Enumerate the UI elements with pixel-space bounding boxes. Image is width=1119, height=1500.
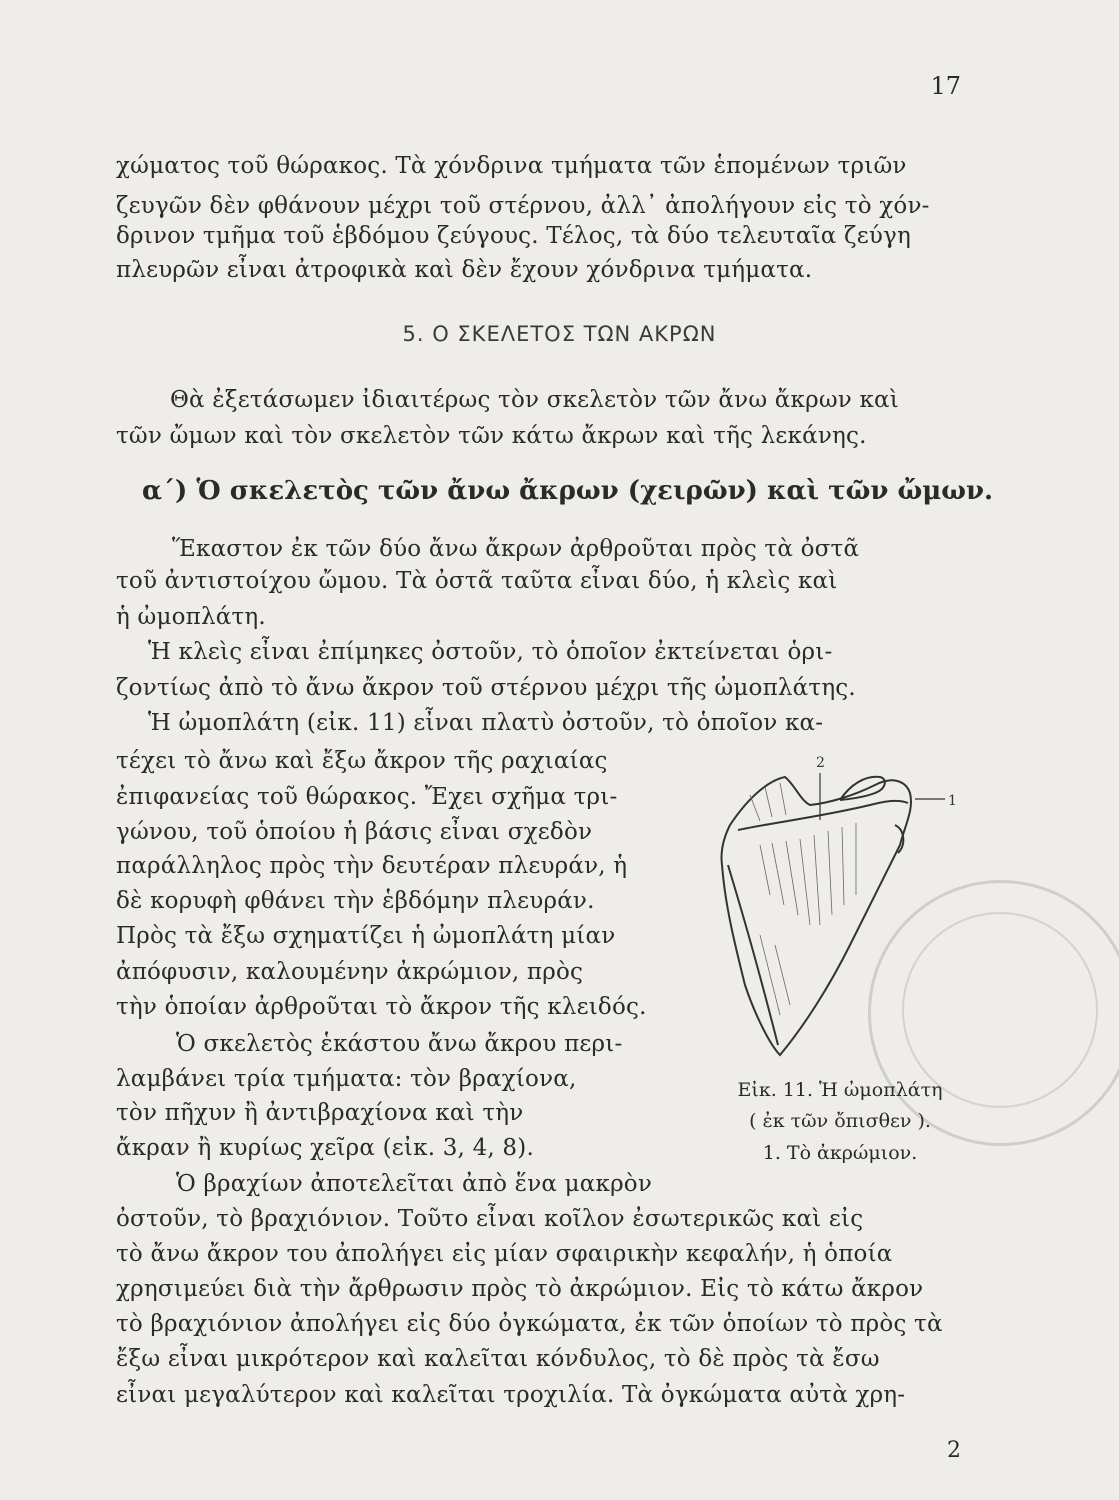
text-line: γώνου, τοῦ ὁποίου ἡ βάσις εἶναι σχεδὸν: [116, 819, 593, 845]
text-line: τοῦ ἀντιστοίχου ὤμου. Τὰ ὀστᾶ ταῦτα εἶναι δύο, ἡ κλεὶς καὶ: [116, 568, 838, 594]
text-line: δὲ κορυφὴ φθάνει τὴν ἑβδόμην πλευράν.: [116, 888, 595, 914]
figure-label-2: 2: [816, 755, 825, 771]
text-line: ἐπιφανείας τοῦ θώρακος. Ἔχει σχῆμα τρι-: [116, 784, 618, 810]
text-line: ζευγῶν δὲν φθάνουν μέχρι τοῦ στέρνου, ἀλλ᾽ ἀπολήγουν εἰς τὸ χόν-: [116, 193, 930, 219]
text-line: Ἕκαστον ἐκ τῶν δύο ἄνω ἄκρων ἀρθροῦται πρὸς τὰ ὀστᾶ: [172, 536, 860, 562]
page-number: 17: [930, 72, 961, 100]
section-title: 5. Ο ΣΚΕΛΕΤΟΣ ΤΩΝ ΑΚΡΩΝ: [402, 322, 717, 346]
text-line: ὀστοῦν, τὸ βραχιόνιον. Τοῦτο εἶναι κοῖλον ἐσωτερικῶς καὶ εἰς: [116, 1206, 864, 1232]
figure-caption-sub: ( ἐκ τῶν ὄπισθεν ).: [749, 1110, 931, 1132]
text-line: παράλληλος πρὸς τὴν δευτέραν πλευράν, ἡ: [116, 853, 628, 879]
text-line: Ἡ ὠμοπλάτη (εἰκ. 11) εἶναι πλατὺ ὀστοῦν, τὸ ὁποῖον κα-: [148, 710, 824, 736]
figure-caption-legend: 1. Τὸ ἀκρώμιον.: [762, 1142, 918, 1164]
text-line: εἶναι μεγαλύτερον καὶ καλεῖται τροχιλία. Τὰ ὀγκώματα αὐτὰ χρη-: [116, 1382, 906, 1408]
text-line: τὸ βραχιόνιον ἀπολήγει εἰς δύο ὀγκώματα, ἐκ τῶν ὁποίων τὸ πρὸς τὰ: [116, 1311, 943, 1337]
text-line: χρησιμεύει διὰ τὴν ἄρθρωσιν πρὸς τὸ ἀκρώμιον. Εἰς τὸ κάτω ἄκρον: [116, 1276, 924, 1302]
text-line: Θὰ ἐξετάσωμεν ἰδιαιτέρως τὸν σκελετὸν τῶν ἄνω ἄκρων καὶ: [170, 387, 899, 413]
figure-caption: Εἰκ. 11. Ἡ ὠμοπλάτη: [737, 1079, 943, 1101]
text-line: τὴν ὁποίαν ἀρθροῦται τὸ ἄκρον τῆς κλειδός.: [116, 994, 647, 1020]
text-line: Ὁ βραχίων ἀποτελεῖται ἀπὸ ἕνα μακρὸν: [176, 1171, 653, 1197]
text-line: Ὁ σκελετὸς ἑκάστου ἄνω ἄκρου περι-: [176, 1031, 623, 1057]
text-line: τὸν πῆχυν ἢ ἀντιβραχίονα καὶ τὴν: [116, 1100, 524, 1126]
text-line: Πρὸς τὰ ἔξω σχηματίζει ἡ ὠμοπλάτη μίαν: [116, 923, 616, 949]
signature-mark: 2: [947, 1438, 961, 1463]
text-line: τὸ ἄνω ἄκρον του ἀπολήγει εἰς μίαν σφαιρικὴν κεφαλήν, ἡ ὁποία: [116, 1241, 893, 1267]
text-line: Ἡ κλεὶς εἶναι ἐπίμηκες ὀστοῦν, τὸ ὁποῖον ἐκτείνεται ὁρι-: [148, 639, 833, 665]
figure-label-1: 1: [948, 793, 957, 809]
text-line: ἡ ὠμοπλάτη.: [116, 604, 266, 630]
text-line: τέχει τὸ ἄνω καὶ ἔξω ἄκρον τῆς ραχιαίας: [116, 748, 608, 774]
text-line: τῶν ὤμων καὶ τὸν σκελετὸν τῶν κάτω ἄκρων καὶ τῆς λεκάνης.: [116, 423, 867, 449]
text-line: χώματος τοῦ θώρακος. Τὰ χόνδρινα τμήματα τῶν ἑπομένων τριῶν: [116, 153, 907, 179]
text-line: ἄκραν ἢ κυρίως χεῖρα (εἰκ. 3, 4, 8).: [116, 1135, 534, 1161]
text-line: πλευρῶν εἶναι ἀτροφικὰ καὶ δὲν ἔχουν χόνδρινα τμήματα.: [116, 257, 813, 283]
text-line: ἀπόφυσιν, καλουμένην ἀκρώμιον, πρὸς: [116, 959, 584, 985]
text-line: ζοντίως ἀπὸ τὸ ἄνω ἄκρον τοῦ στέρνου μέχρι τῆς ὠμοπλάτης.: [116, 675, 856, 701]
text-line: λαμβάνει τρία τμήματα: τὸν βραχίονα,: [116, 1066, 577, 1092]
subheading: α΄) Ὁ σκελετὸς τῶν ἄνω ἄκρων (χειρῶν) καὶ τῶν ὤμων.: [142, 476, 994, 506]
scapula-figure: [700, 755, 970, 1085]
text-line: ἔξω εἶναι μικρότερον καὶ καλεῖται κόνδυλος, τὸ δὲ πρὸς τὰ ἔσω: [116, 1346, 880, 1372]
text-line: δρινον τμῆμα τοῦ ἑβδόμου ζεύγους. Τέλος, τὰ δύο τελευταῖα ζεύγη: [116, 223, 911, 249]
